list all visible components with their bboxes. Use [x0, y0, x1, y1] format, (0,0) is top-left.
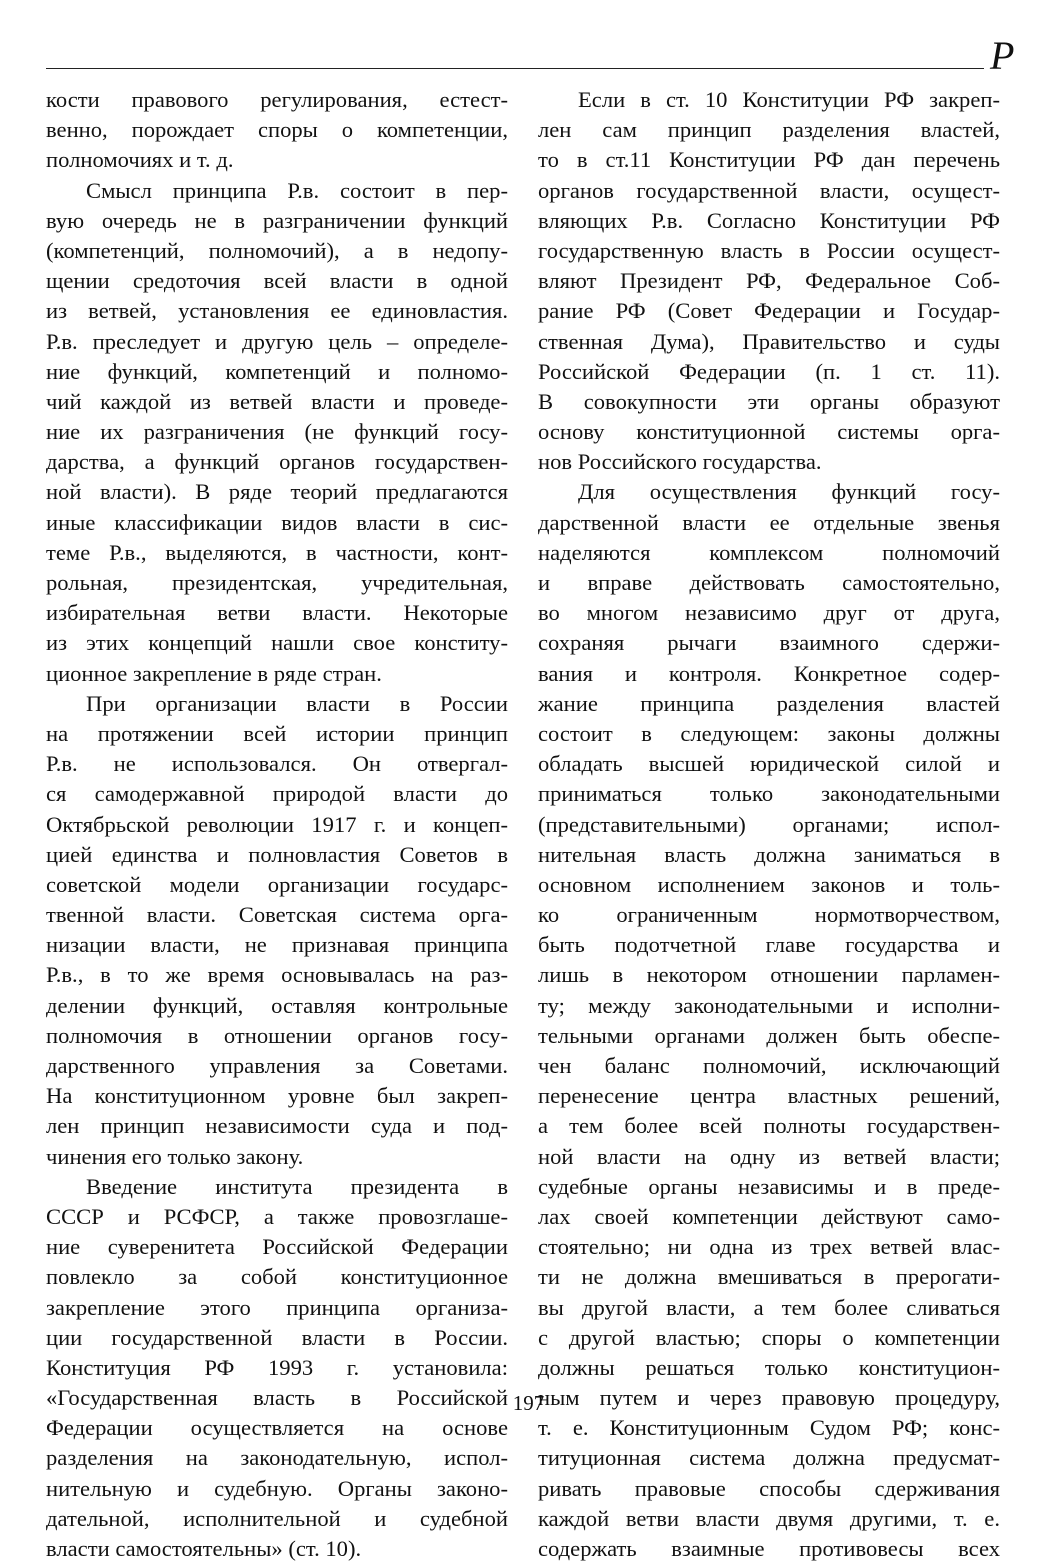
text-line: ти не должна вмешиваться в прерогати- — [538, 1264, 1000, 1290]
text-line: Введение института президента в — [86, 1173, 508, 1199]
text-line: ние функций, компетенций и полномо- — [46, 358, 508, 384]
text-line: рание РФ (Совет Федерации и Государ- — [538, 298, 1000, 324]
text-line: цией единства и полновластия Советов в — [46, 841, 508, 867]
text-line: ту; между законодательными и исполни- — [538, 992, 1000, 1018]
text-line: лишь в некотором отношении парламен- — [538, 962, 1000, 988]
text-line: и вправе действовать самостоятельно, — [538, 570, 1000, 595]
text-line: нительную и судебную. Органы законо- — [46, 1475, 508, 1501]
text-line: полномочиях и т. д. — [46, 147, 234, 173]
text-line: ным путем и через правовую процедуру, — [538, 1385, 1000, 1411]
text-line: закрепление этого принципа организа- — [46, 1294, 508, 1320]
text-line: ние суверенитета Российской Федерации — [46, 1234, 508, 1260]
text-line: состоит в следующем: законы должны — [538, 720, 1000, 746]
text-line: Российской Федерации (п. 1 ст. 11). — [538, 358, 1000, 384]
header-rule — [46, 68, 984, 69]
text-line: ривать правовые способы сдерживания — [538, 1475, 1000, 1501]
text-line: Р.в. преследует и другую цель – определе- — [46, 328, 508, 354]
text-line: то в ст.11 Конституции РФ дан перечень — [538, 147, 1000, 173]
text-line: лен сам принцип разделения властей, — [538, 117, 1000, 143]
text-line: В совокупности эти органы образуют — [538, 388, 1000, 414]
text-line: судебные органы независимы и в преде- — [538, 1173, 1000, 1199]
text-line: ции государственной власти в России. — [46, 1324, 508, 1350]
text-line: власти самостоятельны» (ст. 10). — [46, 1536, 362, 1561]
text-line: ной власти). В ряде теорий предлагаются — [46, 479, 508, 505]
text-line: с другой властью; споры о компетенции — [538, 1324, 1000, 1350]
text-line: иные классификации видов власти в сис- — [46, 509, 508, 535]
text-line: органов государственной власти, осущест- — [538, 177, 1000, 203]
text-line: титуционная система должна предусмат- — [538, 1445, 1000, 1471]
text-line: обладать высшей юридической силой и — [538, 751, 1000, 777]
text-line: сохраняя рычаги взаимного сдержи- — [538, 630, 1000, 656]
text-line: лен принцип независимости суда и под- — [46, 1113, 508, 1139]
text-line: вую очередь не в разграничении функций — [46, 207, 508, 233]
text-line: каждой ветви власти двумя другими, т. е. — [538, 1505, 1000, 1531]
text-line: избирательная ветви власти. Некоторые — [46, 600, 508, 626]
text-line: Р.в. не использовался. Он отвергал- — [46, 751, 508, 777]
text-line: чий каждой из ветвей власти и проведе- — [46, 388, 508, 414]
text-line: дарственного управления за Советами. — [46, 1053, 508, 1078]
text-line: ко ограниченным нормотворчеством, — [538, 902, 1000, 928]
section-letter: Р — [990, 33, 1015, 78]
text-line: жание принципа разделения властей — [538, 690, 1000, 716]
text-line: нов Российского государства. — [538, 449, 822, 475]
text-line: низации власти, не признавая принципа — [46, 932, 508, 958]
text-line: перенесение центра властных решений, — [538, 1083, 1000, 1109]
text-line: Смысл принципа Р.в. состоит в пер- — [86, 177, 508, 203]
text-line: советской модели организации государс- — [46, 871, 508, 897]
page-number: 197 — [512, 1391, 545, 1415]
text-line: СССР и РСФСР, а также провозглаше- — [46, 1203, 508, 1229]
text-line: из ветвей, установления ее единовластия. — [46, 298, 508, 324]
text-line: содержать взаимные противовесы всех — [538, 1536, 1000, 1561]
right-column — [538, 85, 1000, 1564]
text-line: полномочия в отношении органов госу- — [46, 1022, 508, 1048]
text-line: делении функций, оставляя контрольные — [46, 992, 508, 1018]
text-line: (представительными) органами; испол- — [538, 811, 1000, 837]
text-line: лах своей компетенции действуют само- — [538, 1203, 1000, 1229]
text-line: дарства, а функций органов государствен- — [46, 449, 508, 475]
text-line: тельными органами должен быть обеспе- — [538, 1022, 1000, 1048]
text-line: нительная власть должна заниматься в — [538, 841, 1000, 867]
text-line: При организации власти в России — [86, 690, 508, 716]
text-line: ние их разграничения (не функций госу- — [46, 419, 508, 445]
text-line: повлекло за собой конституционное — [46, 1264, 508, 1290]
text-line: рольная, президентская, учредительная, — [46, 570, 508, 595]
text-line: Р.в., в то же время основывалась на раз- — [46, 962, 508, 988]
text-line: наделяются комплексом полномочий — [538, 539, 1000, 565]
text-line: ся самодержавной природой власти до — [46, 781, 508, 807]
text-line: на протяжении всей истории принцип — [46, 720, 508, 746]
left-column — [46, 85, 508, 1564]
text-line: а тем более всей полноты государствен- — [538, 1113, 1000, 1139]
text-line: твенной власти. Советская система орга- — [46, 902, 508, 928]
text-line: вляют Президент РФ, Федеральное Соб- — [538, 268, 1000, 294]
text-line: Федерации осуществляется на основе — [46, 1415, 508, 1441]
text-line: должны решаться только конституцион- — [538, 1354, 1000, 1380]
text-line: государственную власть в России осущест- — [538, 237, 1000, 263]
text-line: «Государственная власть в Российской — [46, 1385, 508, 1411]
text-line: из этих концепций нашли свое конститу- — [46, 630, 508, 656]
text-line: Конституция РФ 1993 г. установила: — [46, 1354, 508, 1380]
text-line: ственная Дума), Правительство и суды — [538, 328, 1000, 354]
text-line: разделения на законодательную, испол- — [46, 1445, 508, 1471]
text-line: теме Р.в., выделяются, в частности, конт- — [46, 539, 508, 565]
text-line: стоятельно; ни одна из трех ветвей влас- — [538, 1234, 1000, 1260]
text-line: Если в ст. 10 Конституции РФ закреп- — [578, 87, 1000, 112]
text-line: щении средоточия всей власти в одной — [46, 268, 508, 294]
text-line: основу конституционной системы орга- — [538, 419, 1000, 445]
text-line: ной власти на одну из ветвей власти; — [538, 1143, 1000, 1169]
text-line: т. е. Конституционным Судом РФ; конс- — [538, 1415, 1000, 1441]
text-line: во многом независимо друг от друга, — [538, 600, 1000, 626]
text-line: Для осуществления функций госу- — [578, 479, 1000, 505]
text-line: венно, порождает споры о компетенции, — [46, 117, 508, 143]
text-line: На конституционном уровне был закреп- — [46, 1083, 508, 1109]
text-line: Октябрьской революции 1917 г. и концеп- — [46, 811, 508, 837]
text-line: вания и контроля. Конкретное содер- — [538, 660, 1000, 686]
text-line: чинения его только закону. — [46, 1143, 304, 1169]
text-line: дарственной власти ее отдельные звенья — [538, 509, 1000, 535]
text-line: быть подотчетной главе государства и — [538, 932, 1000, 958]
text-line: дательной, исполнительной и судебной — [46, 1505, 508, 1531]
text-line: вы другой власти, а тем более сливаться — [538, 1294, 1000, 1320]
text-line: чен баланс полномочий, исключающий — [538, 1053, 1000, 1078]
text-line: кости правового регулирования, естест- — [46, 87, 508, 112]
text-line: приниматься только законодательными — [538, 781, 1000, 807]
text-line: ционное закрепление в ряде стран. — [46, 660, 382, 686]
text-line: основном исполнением законов и толь- — [538, 871, 1000, 897]
text-line: (компетенций, полномочий), а в недопу- — [46, 237, 508, 263]
text-line: вляющих Р.в. Согласно Конституции РФ — [538, 207, 1000, 233]
